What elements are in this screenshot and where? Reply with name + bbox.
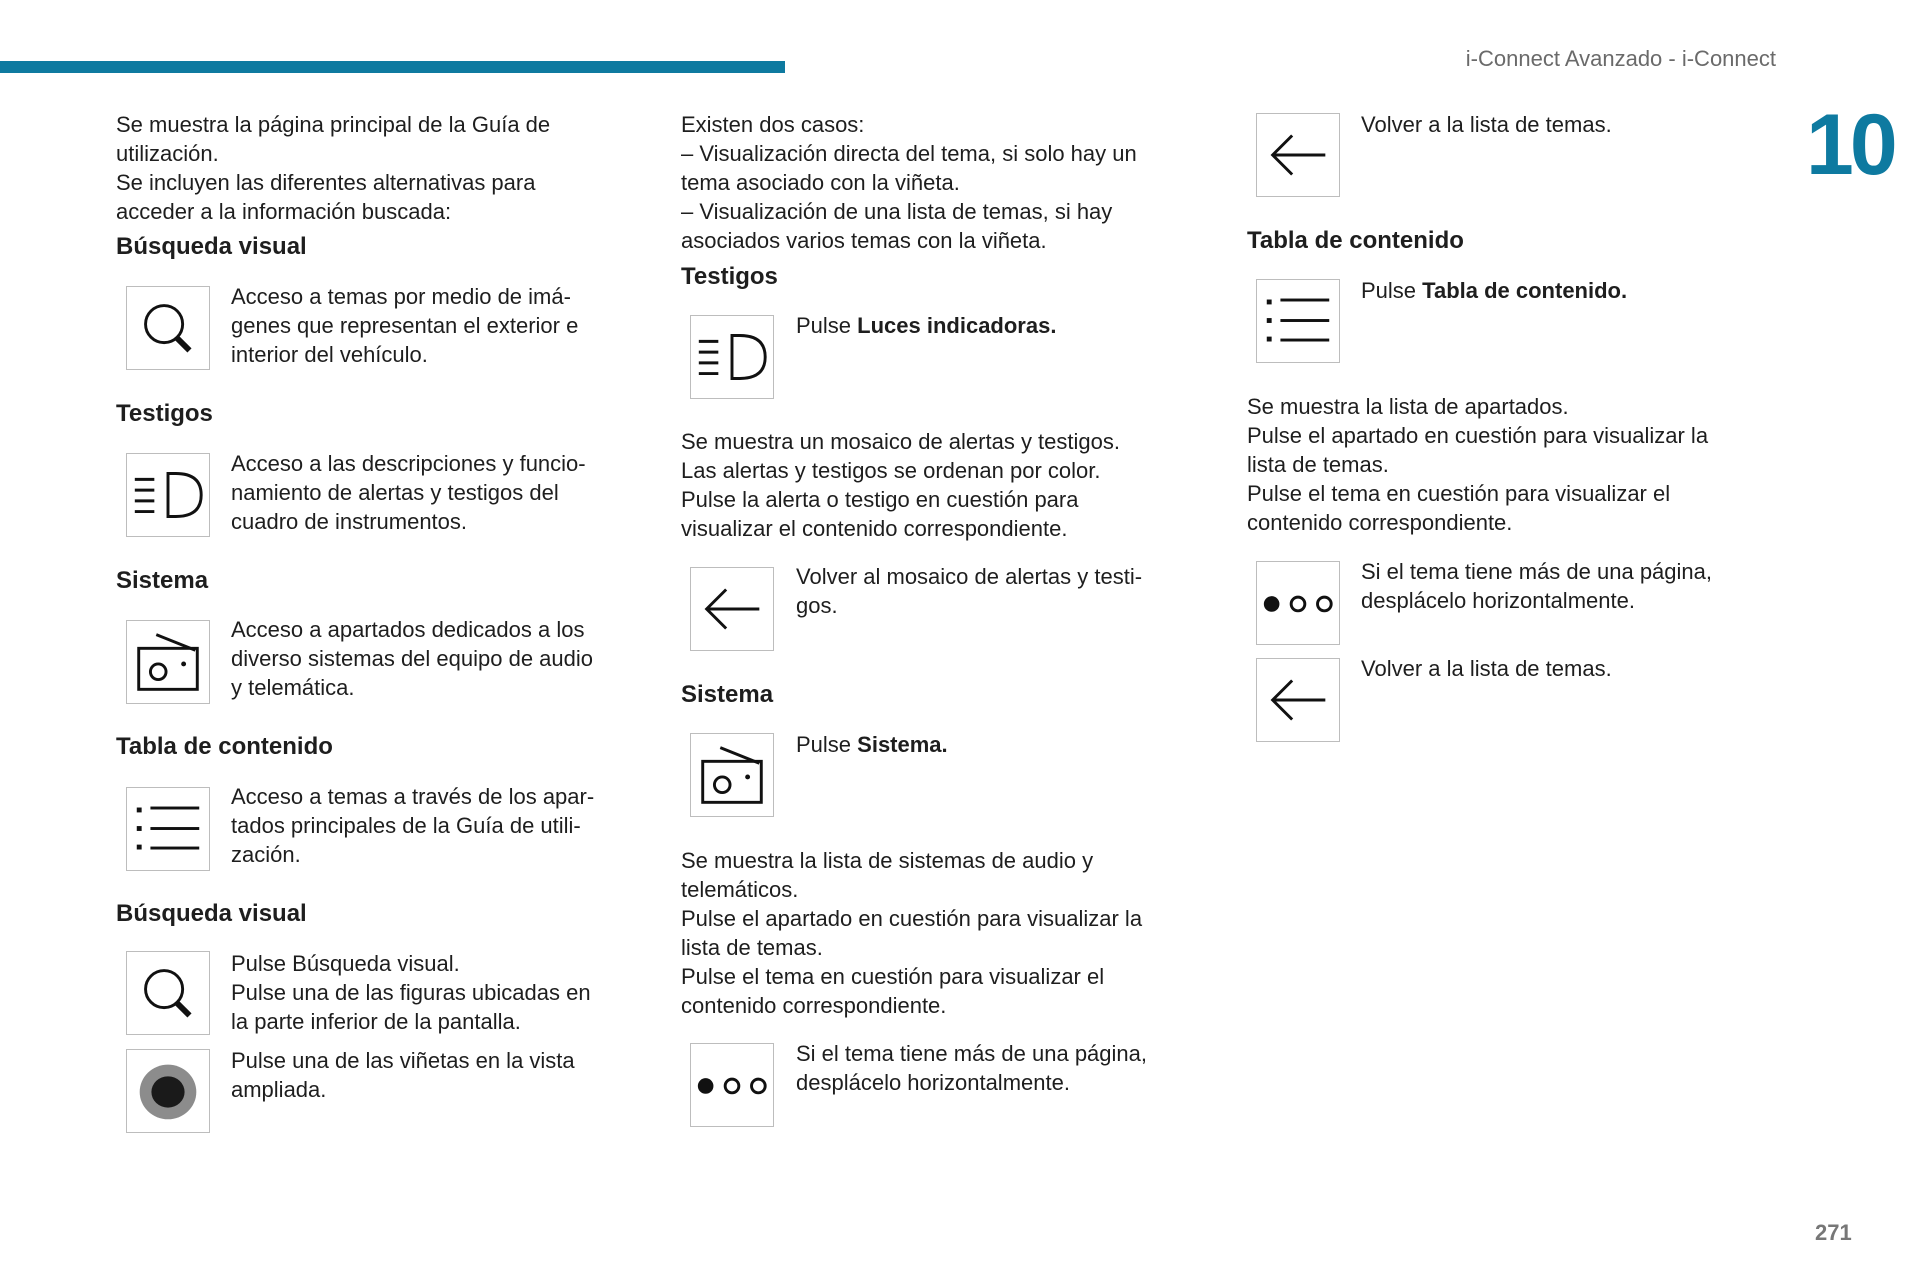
text-line: Se muestra un mosaico de alertas y testigos.: [681, 429, 1120, 454]
description: [796, 562, 1316, 620]
text-line: interior del vehículo.: [231, 342, 428, 367]
text-line: Acceso a temas a través de los apar-: [231, 784, 595, 809]
bold-text: Sistema.: [857, 732, 948, 757]
text-line: contenido correspondiente.: [1247, 510, 1513, 535]
text-line: Pulse Búsqueda visual.: [231, 951, 460, 976]
text-line: – Visualización directa del tema, si solo hay un: [681, 141, 1137, 166]
text: Pulse: [1361, 278, 1423, 303]
text-line: cuadro de instrumentos.: [231, 509, 468, 534]
text-line: Acceso a temas por medio de imá-: [231, 284, 571, 309]
text-line: ampliada.: [231, 1077, 327, 1102]
description: Volver a la lista de temas.: [1361, 656, 1612, 681]
bold-text: Tabla de contenido.: [1422, 278, 1628, 303]
heading-testigos: Testigos: [681, 263, 778, 290]
text-line: namiento de alertas y testigos del: [231, 480, 559, 505]
text-line: Se muestra la página principal de la Guía de: [116, 112, 551, 137]
text-line: Volver al mosaico de alertas y testi-: [796, 564, 1143, 589]
cases-paragraph: [681, 110, 1201, 255]
text-line: Pulse una de las viñetas en la vista: [231, 1048, 575, 1073]
text-line: Existen dos casos:: [681, 112, 865, 137]
bullet-marker-icon: [126, 1049, 210, 1133]
text-line: Pulse una de las figuras ubicadas en: [231, 980, 591, 1005]
warning-lights-icon: [690, 315, 774, 399]
search-icon: [126, 951, 210, 1035]
description: [231, 949, 751, 1036]
text-line: desplácelo horizontalmente.: [796, 1070, 1070, 1095]
text-line: Pulse el apartado en cuestión para visualizar la: [1247, 423, 1709, 448]
text-line: telemáticos.: [681, 877, 799, 902]
text-line: Pulse la alerta o testigo en cuestión para: [681, 487, 1079, 512]
text-line: contenido correspondiente.: [681, 993, 947, 1018]
back-arrow-icon: [1256, 113, 1340, 197]
text-line: acceder a la información buscada:: [116, 199, 452, 224]
description: [231, 449, 751, 536]
heading-sistema: Sistema: [681, 681, 774, 708]
description: Volver a la lista de temas.: [1361, 112, 1612, 137]
text-line: Si el tema tiene más de una página,: [1361, 559, 1713, 584]
text-line: la parte inferior de la pantalla.: [231, 1009, 521, 1034]
pagination-dots-icon: [1256, 561, 1340, 645]
warning-lights-icon: [126, 453, 210, 537]
list-icon: [1256, 279, 1340, 363]
description: [231, 782, 751, 869]
text-line: asociados varios temas con la viñeta.: [681, 228, 1047, 253]
paragraph: [1247, 392, 1767, 537]
text-line: lista de temas.: [1247, 452, 1389, 477]
text-line: tema asociado con la viñeta.: [681, 170, 960, 195]
text-line: zación.: [231, 842, 301, 867]
heading-testigos: Testigos: [116, 400, 213, 427]
heading-busqueda-visual: Búsqueda visual: [116, 233, 307, 260]
text-line: diverso sistemas del equipo de audio: [231, 646, 594, 671]
text-line: desplácelo horizontalmente.: [1361, 588, 1635, 613]
text-line: Se muestra la lista de sistemas de audio y: [681, 848, 1094, 873]
description: [1361, 557, 1881, 615]
heading-tabla-de-contenido: Tabla de contenido: [116, 733, 333, 760]
text-line: Las alertas y testigos se ordenan por color.: [681, 458, 1101, 483]
text-line: Si el tema tiene más de una página,: [796, 1041, 1148, 1066]
list-icon: [126, 787, 210, 871]
back-arrow-icon: [690, 567, 774, 651]
chapter-number: 10: [1806, 97, 1894, 193]
paragraph: [681, 427, 1201, 543]
text-line: y telemática.: [231, 675, 355, 700]
description: [231, 615, 751, 702]
radio-icon: [126, 620, 210, 704]
instruction: [796, 730, 1316, 759]
description: [231, 1046, 751, 1104]
heading-busqueda-visual-2: Búsqueda visual: [116, 900, 307, 927]
radio-icon: [690, 733, 774, 817]
text-line: Pulse el apartado en cuestión para visualizar la: [681, 906, 1143, 931]
paragraph: [681, 846, 1201, 1020]
description: [796, 1039, 1316, 1097]
text-line: tados principales de la Guía de utili-: [231, 813, 581, 838]
instruction: [1361, 276, 1881, 305]
page-number: 271: [1815, 1220, 1852, 1245]
description: [231, 282, 751, 369]
text: Pulse: [796, 313, 858, 338]
bold-text: Luces indicadoras.: [857, 313, 1057, 338]
instruction: [796, 311, 1316, 340]
text-line: Pulse el tema en cuestión para visualizar el: [681, 964, 1105, 989]
text-line: Se incluyen las diferentes alternativas para: [116, 170, 536, 195]
header-accent-bar: [0, 61, 785, 73]
text-line: gos.: [796, 593, 838, 618]
text-line: Pulse el tema en cuestión para visualizar el: [1247, 481, 1671, 506]
heading-sistema: Sistema: [116, 567, 209, 594]
text-line: visualizar el contenido correspondiente.: [681, 516, 1068, 541]
text-line: Acceso a las descripciones y funcio-: [231, 451, 586, 476]
heading-tabla-de-contenido: Tabla de contenido: [1247, 227, 1464, 254]
text-line: – Visualización de una lista de temas, si hay: [681, 199, 1113, 224]
text-line: lista de temas.: [681, 935, 823, 960]
text-line: utilización.: [116, 141, 219, 166]
section-title: i-Connect Avanzado - i-Connect: [1465, 46, 1776, 71]
text-line: genes que representan el exterior e: [231, 313, 579, 338]
text-line: Acceso a apartados dedicados a los: [231, 617, 585, 642]
search-icon: [126, 286, 210, 370]
text: Pulse: [796, 732, 858, 757]
back-arrow-icon: [1256, 658, 1340, 742]
text-line: Se muestra la lista de apartados.: [1247, 394, 1569, 419]
pagination-dots-icon: [690, 1043, 774, 1127]
intro-paragraph: [116, 110, 636, 226]
